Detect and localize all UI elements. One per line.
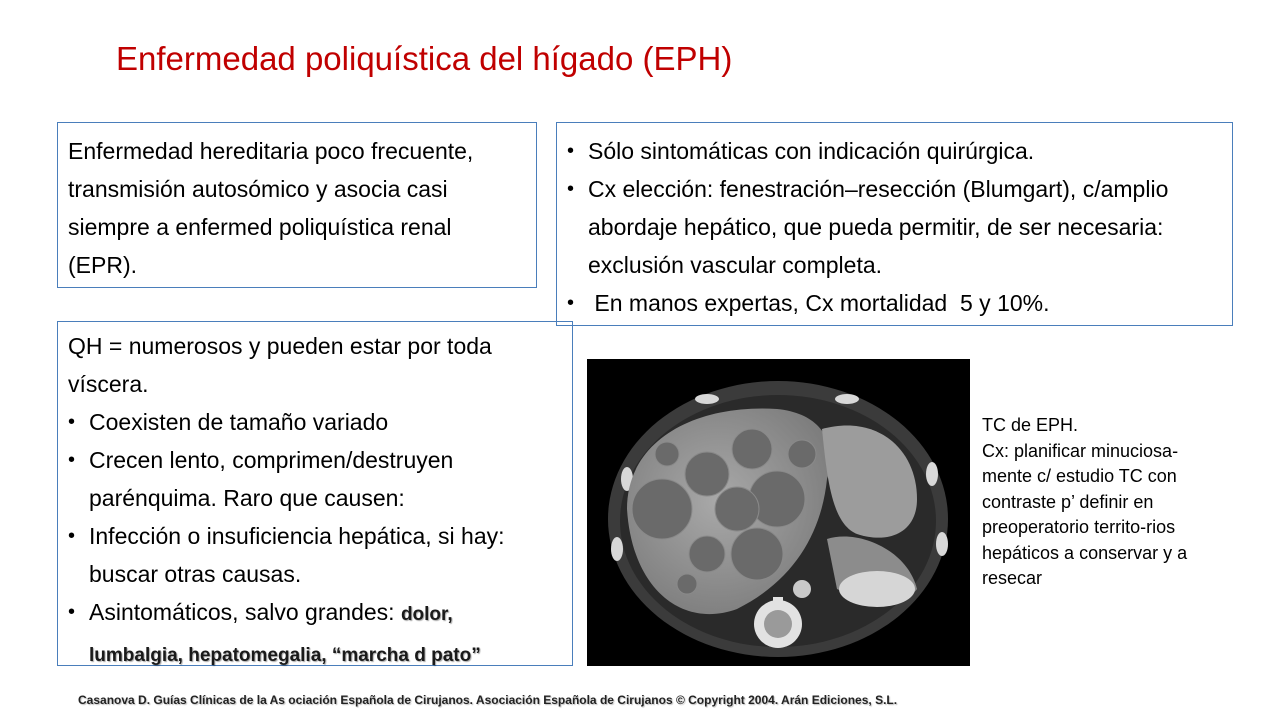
bullet-bold-text: lumbalgia, hepatomegalia, “marcha d pato” [89, 645, 481, 666]
bullet-text: Sólo sintomáticas con indicación quirúrgica. [588, 138, 1035, 164]
bullet-icon: • [68, 601, 76, 623]
bullet-bold-text: dolor, [400, 604, 453, 625]
bullet-text: Crecen lento, comprimen/destruyen parénquima. Raro que causen: [89, 447, 454, 511]
figure-caption [982, 413, 1222, 592]
caption-title: TC de EPH. [982, 415, 1079, 435]
list-item [68, 593, 562, 675]
caption-body: Cx: planificar minuciosa-mente c/ estudio TC con contraste p’ definir en preoperatorio territo-rios hepáticos a conservar y a resecar [982, 440, 1188, 588]
cysts-intro: QH = numerosos y pueden estar por toda víscera. [68, 333, 492, 397]
slide-title: Enfermedad poliquística del hígado (EPH) [116, 40, 733, 77]
bullet-icon: • [68, 525, 76, 547]
cysts-box [57, 321, 573, 666]
definition-box [57, 122, 537, 288]
list-item [567, 132, 1222, 170]
bullet-text: Coexisten de tamaño variado [89, 409, 389, 435]
list-item [68, 441, 562, 517]
bullet-icon: • [567, 292, 575, 314]
citation-footer: Casanova D. Guías Clínicas de la As ociación Española de Cirujanos. Asociación Española de Cirujanos © Copyright 2004. Arán Ediciones, S.L. [78, 693, 898, 707]
bullet-icon: • [68, 411, 76, 433]
bullet-icon: • [567, 140, 575, 162]
bullet-text: En manos expertas, Cx mortalidad 5 y 10%. [588, 290, 1050, 316]
list-item [68, 403, 562, 441]
bullet-icon: • [68, 449, 76, 471]
surgery-list [567, 132, 1222, 322]
list-item [68, 517, 562, 593]
list-item [567, 284, 1222, 322]
list-item [567, 170, 1222, 284]
ct-scan-icon [587, 359, 970, 666]
bullet-text: Asintomáticos, salvo grandes: [89, 599, 401, 625]
ct-scan-image [587, 359, 970, 666]
definition-text: Enfermedad hereditaria poco frecuente, transmisión autosómico y asocia casi siempre a enfermed poliquística renal (EPR). [68, 138, 474, 278]
cysts-list [68, 403, 562, 675]
bullet-text: Cx elección: fenestración–resección (Blumgart), c/amplio abordaje hepático, que pueda permitir, de ser necesaria: exclusión vascular completa. [588, 176, 1169, 278]
bullet-icon: • [567, 178, 575, 200]
bullet-text: Infección o insuficiencia hepática, si hay: buscar otras causas. [89, 523, 505, 587]
surgery-box [556, 122, 1233, 326]
